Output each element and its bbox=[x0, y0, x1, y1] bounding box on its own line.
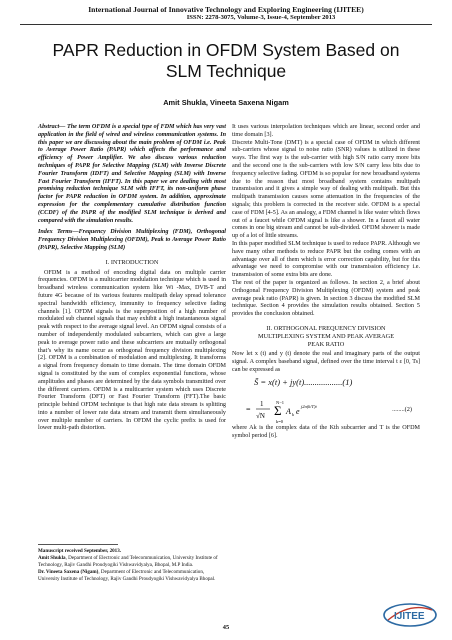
journal-name: International Journal of Innovative Technology and Exploring Engineering (IJITEE) bbox=[88, 5, 364, 14]
svg-text:Σ: Σ bbox=[274, 402, 282, 418]
logo-text: IJITEE bbox=[394, 611, 425, 622]
equation-1-text: S̃ = x(t) + jy(t)..................(1) bbox=[254, 376, 353, 387]
abstract-lead: Abstract— bbox=[38, 124, 68, 130]
paper-title bbox=[30, 40, 422, 82]
manuscript-received: Manuscript received September, 2013. bbox=[38, 548, 122, 554]
right-paragraph-2: Discrete Multi-Tone (DMT) is a special case of OFDM in which different sub-carriers whose signal to noise ratio (SNR) values is utilized in these ways. The first way is the sub-carrier with high S/N ratio carry more bits and the second one is the sub-carriers with low S/N carry less bits due to frequency selective fading. OFDM is so popular for new broadband systems due to the reason that most broadband system contains multipath transmission and it gives a simple way of dealing with multipath. But this multipath transmission causes some attenuation in the frequencies of the signals; this problem is corrected in the receiver side. OFDM is a special case of FDM [4-5]. As an analogy, a FDM channel is like water which flows out of a faucet while OFDM signal is like a shower. In a faucet all water comes in one big stream and cannot be sub-divided. OFDM shower is made up of a lot of little streams. bbox=[232, 139, 420, 240]
right-paragraph-6: where Ak is the complex data of the Kth subcarrier and T is the OFDM symbol period [6]. bbox=[232, 424, 420, 439]
section-heading-ofdm-line-2: MULTIPLEXING SYSTEM AND PEAK AVERAGE bbox=[257, 332, 395, 340]
section-heading-ofdm bbox=[232, 325, 420, 348]
author2-affiliation bbox=[38, 569, 226, 582]
author1-affiliation bbox=[38, 555, 226, 568]
abstract bbox=[38, 124, 226, 225]
footnote-divider bbox=[38, 544, 118, 545]
header-divider bbox=[20, 24, 432, 25]
svg-text:e: e bbox=[296, 406, 300, 416]
author2-details: , Department of Electronic and Telecommunication, University Institute of Technology, Rajiv Gandhi Proudyogiki Vishwavidyalya Bhopal. bbox=[38, 569, 216, 582]
journal-issn: ISSN: 2278-3075, Volume-3, Issue-4, September 2013 bbox=[186, 14, 336, 21]
manuscript-footnote bbox=[38, 548, 226, 582]
right-paragraph-5: Now let x (t) and y (t) denote the real and imaginary parts of the output signal. A complex baseband signal, defined over the time interval t ε [0, Ts] can be expressed as bbox=[232, 351, 420, 373]
page-number: 45 bbox=[222, 624, 230, 631]
equation-1 bbox=[232, 377, 420, 393]
right-paragraph-1: It uses various interpolation techniques which are linear, second order and time domain [3]. bbox=[232, 124, 420, 138]
section-heading-ofdm-line-3: PEAK RATIO bbox=[307, 340, 345, 348]
svg-text:j2π(k/T)t: j2π(k/T)t bbox=[301, 403, 317, 409]
svg-text:k: k bbox=[292, 411, 294, 417]
index-terms: Index Terms—Frequency Division Multiplexing (FDM), Orthogonal Frequency Division Multiplexing (OFDM), Peak to Average Power Ratio (PAPR), Selective Mapping (SLM) bbox=[38, 229, 226, 251]
svg-text:A: A bbox=[286, 406, 291, 416]
svg-text:√N: √N bbox=[256, 411, 265, 420]
right-paragraph-3: In this paper modified SLM technique is used to reduce PAPR. Although we have many other methods to reduce PAPR but the coding comes with an advantage over all of them which is error correction capability, but for this advantage we need to compromise with our transmission efficiency i.e. transmission of some extra bits are done. bbox=[232, 240, 420, 279]
journal-header bbox=[0, 5, 452, 22]
title-line-1: PAPR Reduction in OFDM System Based on bbox=[52, 40, 400, 60]
right-paragraph-4: The rest of the paper is organized as follows. In section 2, a brief about Orthogonal Frequency Division Multiplexing (OFDM) system and peak average peak ratio (PAPR) is given. In section 3 discuss the modified SLM technique. Section 4 provides the simulation results obtained. Section 5 provides the conclusion obtained. bbox=[232, 279, 420, 318]
section-heading-ofdm-line-1: II. ORTHOGONAL FREQUENCY DIVISION bbox=[266, 324, 386, 332]
intro-paragraph: OFDM is a method of encoding digital data on multiple carrier frequencies. OFDM is a multicarrier modulation technique which is used in broadband wireless communication system like Wi -Max, DVB-T and future 4G because of its various features multipath delay spread tolerance spectral bandwidth efficiency, immunity to frequency selective fading channels [1]. OFDM signals is the superposition of a high number of modulated sub channel signals that may exhibit a high instantaneous signal peak with respect to the average signal level. An OFDM signal consists of a number of independently modulated subcarriers, which can give a large peak to average power ratio and these subcarriers are mutually orthogonal that’s why its name occur as orthogonal frequency division multiplexing [2]. OFDM is a combination of modulation and multiplexing. It transforms a signal from frequency domain to time domain. The time domain OFDM signal is constituted by the sum of complex exponential functions, whose amplitudes and phases are determined by the data symbols transmitted over the different carriers. OFDM is a multicarrier system which uses Discrete Fourier Transform (DFT) or Fast Fourier Transform (FFT).The basic principle behind OFDM technique is that high rate data stream is splitting into a number of lower rate data stream and transmit them simultaneously over multiple number of carriers. In OFDM the cyclic prefix is used for lower multi-path distortion. bbox=[38, 269, 226, 432]
equation-2-number: ........(2) bbox=[392, 405, 412, 413]
author1-details: , Department of Electronic and Telecommunication, University Institute of Technology, Rajiv Gandhi Proudyogiki Vishwavidyalya, Bhopal, M.P India. bbox=[38, 555, 218, 568]
left-column bbox=[38, 124, 226, 433]
title-line-2: SLM Technique bbox=[165, 61, 287, 81]
journal-logo bbox=[380, 600, 440, 630]
author1-name: Amit Shukla bbox=[38, 555, 66, 562]
author2-name: Dr. Vineeta Saxena (Nigam) bbox=[38, 569, 99, 576]
svg-text:N−1: N−1 bbox=[276, 399, 285, 405]
svg-text:=: = bbox=[246, 404, 251, 414]
section-heading-introduction: I. INTRODUCTION bbox=[105, 258, 159, 266]
svg-text:k=0: k=0 bbox=[276, 418, 284, 424]
paper-authors: Amit Shukla, Vineeta Saxena Nigam bbox=[163, 98, 289, 107]
svg-text:1: 1 bbox=[260, 399, 264, 408]
abstract-text: The term OFDM is a special type of FDM which has very vast application in the field of wired and wireless communication systems. In this paper we are discussing about the main problem of OFDM i.e. Peak to Average Power Ratio (PAPR) which affects the performance and efficiency of Power Amplifier. We also discuss various reduction techniques of PAPR for Selective Mapping (SLM) with Inverse Discrete Fourier Transform (IDFT) and Selective Mapping (SLM) with Inverse Fast Fourier Transform (IFFT). In this paper we are dealing with most promising reduction technique SLM with IFFT, its non-uniform phase factor for PAPR reduction in OFDM system. In addition, approximate expression for the complementary cumulative distribution function (CCDF) of the PAPR of the modified SLM technique is derived and compared with the simulation results. bbox=[38, 124, 226, 224]
equation-2 bbox=[232, 395, 420, 425]
right-column bbox=[232, 124, 420, 440]
